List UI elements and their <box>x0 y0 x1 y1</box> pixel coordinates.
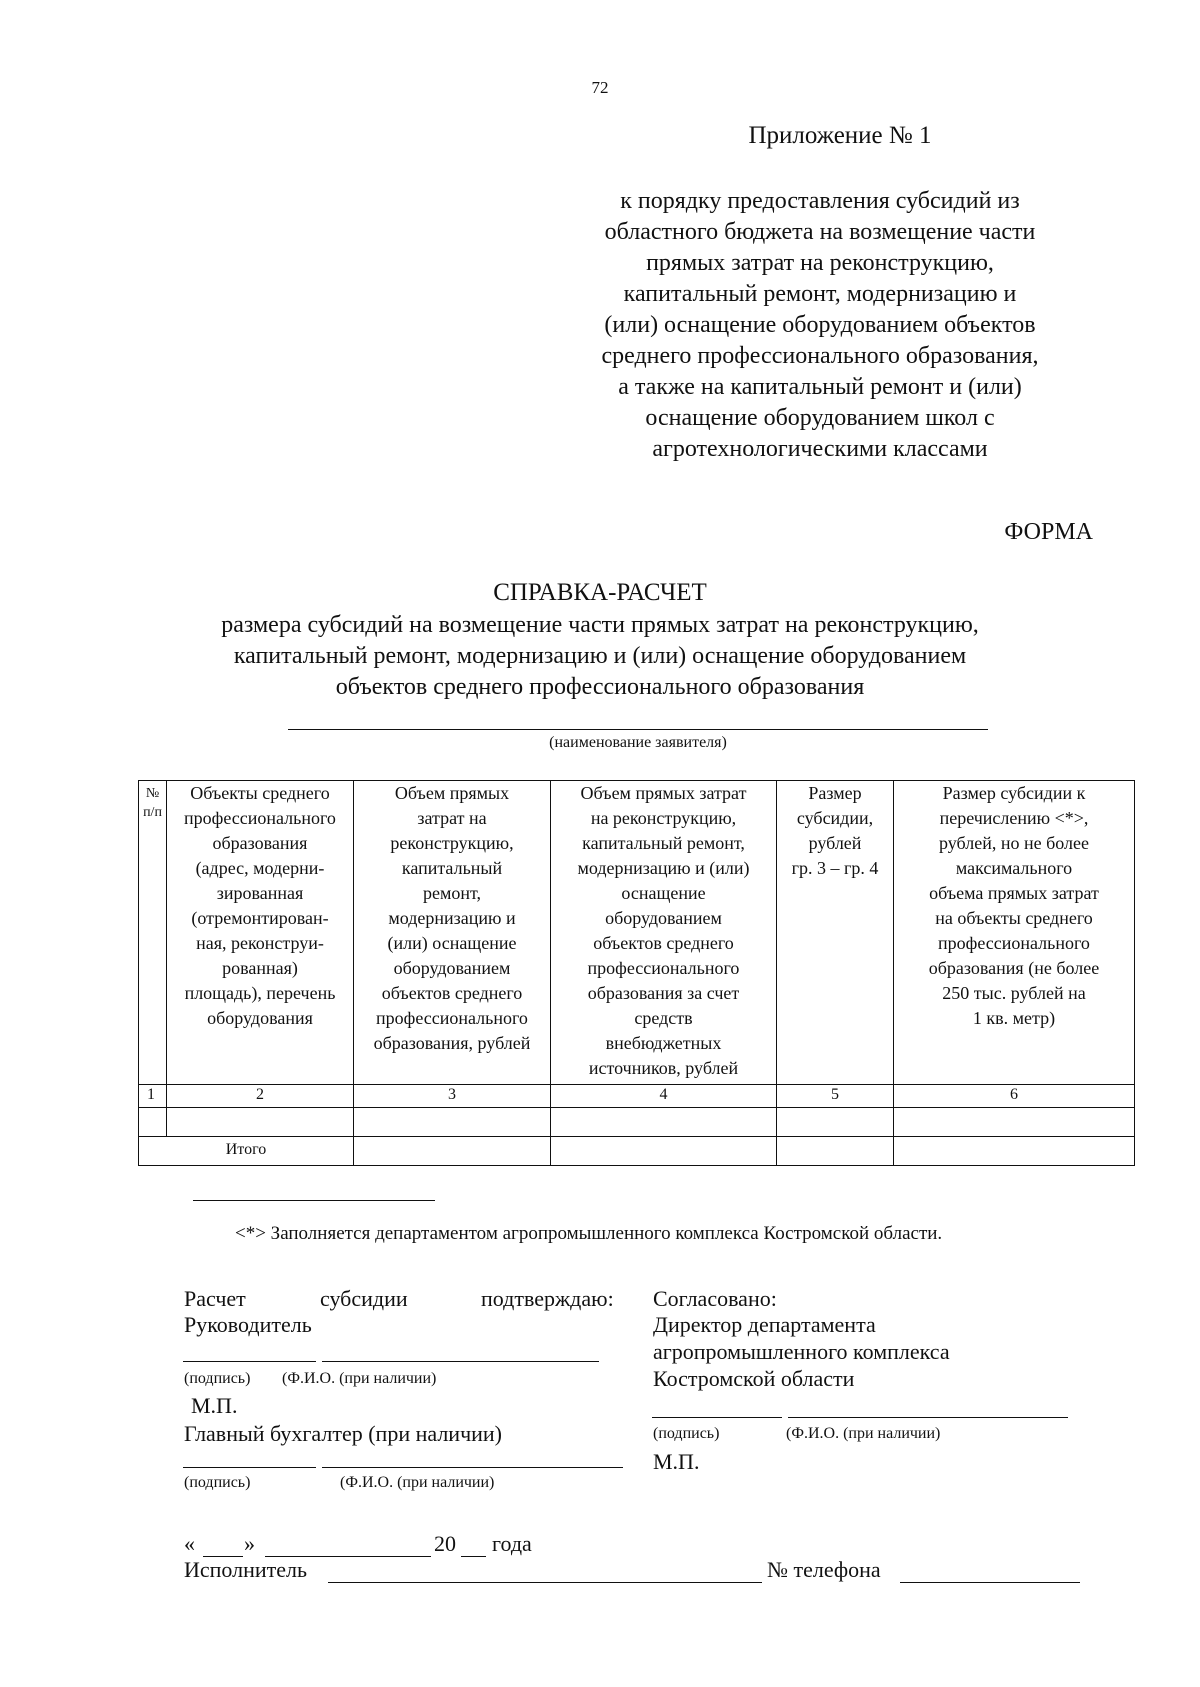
total-cell[interactable] <box>894 1137 1135 1166</box>
header-text-line: Размер субсидии к <box>942 783 1086 803</box>
header-text-line: оборудованием <box>393 958 511 978</box>
director-title-line: Костромской области <box>653 1366 855 1391</box>
head-label: Руководитель <box>184 1312 312 1337</box>
header-text-line: источников, рублей <box>588 1058 739 1078</box>
accountant-label: Главный бухгалтер (при наличии) <box>184 1421 503 1446</box>
head-signature-line[interactable] <box>183 1361 316 1362</box>
appendix-description-line: прямых затрат на реконструкцию, <box>646 250 994 276</box>
footnote-divider <box>193 1200 435 1201</box>
director-title-line: агропромышленного комплекса <box>653 1339 950 1364</box>
header-text-line: капитальный ремонт, <box>582 833 745 853</box>
header-text-line: образования, рублей <box>373 1033 531 1053</box>
header-cell-objects <box>167 781 354 1085</box>
header-cell-direct-costs <box>354 781 551 1085</box>
header-text-line: перечислению <*>, <box>939 808 1089 828</box>
date-year-prefix: 20 <box>434 1531 456 1556</box>
director-stamp-label: М.П. <box>653 1449 700 1474</box>
table-cell[interactable] <box>894 1108 1135 1137</box>
header-text-line: образования (не более <box>928 958 1100 978</box>
appendix-description-line: а также на капитальный ремонт и (или) <box>618 374 1022 400</box>
date-year-suffix: года <box>492 1531 532 1556</box>
header-text-line: средств <box>634 1008 693 1028</box>
table-cell[interactable] <box>551 1108 777 1137</box>
head-fio-caption: (Ф.И.О. (при наличии) <box>282 1370 437 1387</box>
header-cell-subsidy-size <box>777 781 894 1085</box>
table-cell[interactable] <box>139 1108 167 1137</box>
header-text-line: (или) оснащение <box>387 933 517 953</box>
header-text-line: Объем прямых затрат <box>580 783 747 803</box>
appendix-description-line: областного бюджета на возмещение части <box>604 219 1036 245</box>
accountant-fio-line[interactable] <box>322 1467 623 1468</box>
header-text-line: Объем прямых <box>394 783 510 803</box>
header-text-line: профессионального <box>376 1008 528 1028</box>
table-cell[interactable] <box>354 1108 551 1137</box>
executor-label: Исполнитель <box>184 1557 308 1582</box>
column-number-cell: 3 <box>354 1085 551 1108</box>
header-text-line: зированная <box>216 883 304 903</box>
director-fio-caption: (Ф.И.О. (при наличии) <box>786 1425 941 1442</box>
header-text-line: затрат на <box>417 808 487 828</box>
header-text-line: оборудования <box>207 1008 313 1028</box>
header-text-line: образования <box>212 833 308 853</box>
form-label: ФОРМА <box>1004 519 1093 545</box>
confirm-word: подтверждаю: <box>481 1286 614 1311</box>
calculation-table <box>138 780 1135 1166</box>
header-text-line: объектов среднего <box>593 933 734 953</box>
header-text-line: внебюджетных <box>605 1033 722 1053</box>
header-text-line: субсидии, <box>796 808 874 828</box>
confirm-word: Расчет <box>184 1286 246 1311</box>
header-text-line: оборудованием <box>605 908 722 928</box>
appendix-description-line: к порядку предоставления субсидий из <box>620 188 1020 214</box>
header-text-line: ремонт, <box>422 883 482 903</box>
header-text-line: на объекты среднего <box>935 908 1093 928</box>
header-text-line: рублей <box>808 833 862 853</box>
column-number-row <box>139 1085 1135 1108</box>
stamp-label: М.П. <box>191 1393 238 1418</box>
header-text-line: максимального <box>955 858 1073 878</box>
header-text-line: рублей, но не более <box>939 833 1089 853</box>
header-text-line: объектов среднего <box>381 983 523 1003</box>
header-text-line: образования за счет <box>587 983 740 1003</box>
confirm-word: субсидии <box>320 1286 408 1311</box>
appendix-description-line: (или) оснащение оборудованием объектов <box>604 312 1036 338</box>
appendix-description-line: агротехнологическими классами <box>652 436 988 462</box>
appendix-description-line: капитальный ремонт, модернизацию и <box>623 281 1017 307</box>
header-cell-number <box>139 781 167 1085</box>
phone-line[interactable] <box>900 1582 1080 1583</box>
head-fio-line[interactable] <box>322 1361 599 1362</box>
phone-label: № телефона <box>767 1557 881 1582</box>
total-cell[interactable] <box>551 1137 777 1166</box>
appendix-description <box>540 186 1100 465</box>
total-label: Итого <box>139 1137 354 1166</box>
header-text-line: на реконструкцию, <box>590 808 737 828</box>
date-year-line[interactable] <box>461 1556 486 1557</box>
date-open-quote: « <box>184 1531 195 1556</box>
document-subtitle-line: размера субсидий на возмещение части прямых затрат на реконструкцию, <box>221 612 979 638</box>
table-row <box>139 1108 1135 1137</box>
agreed-label: Согласовано: <box>653 1286 777 1311</box>
page-number: 72 <box>591 78 609 97</box>
header-text-line: профессионального <box>938 933 1090 953</box>
appendix-title: Приложение № 1 <box>748 122 932 149</box>
director-title-line: Директор департамента <box>653 1312 876 1337</box>
header-cell-subsidy-transfer <box>894 781 1135 1085</box>
table-header-row <box>139 781 1135 1085</box>
applicant-name-line[interactable] <box>288 729 988 730</box>
appendix-description-line: среднего профессионального образования, <box>601 343 1039 369</box>
appendix-description-line: оснащение оборудованием школ с <box>645 405 995 431</box>
director-signature-caption: (подпись) <box>653 1425 720 1442</box>
header-text-line: 1 кв. метр) <box>972 1008 1056 1028</box>
header-text-line: модернизацию и <box>388 908 516 928</box>
header-text-line: профессионального <box>587 958 740 978</box>
header-text-line: Размер <box>808 783 862 803</box>
table-cell[interactable] <box>167 1108 354 1137</box>
header-text-line: рованная) <box>222 958 298 978</box>
header-text-line: площадь), перечень <box>184 983 336 1003</box>
footnote: <*> Заполняется департаментом агропромышленного комплекса Костромской области. <box>235 1223 943 1244</box>
director-signature-line[interactable] <box>652 1417 782 1418</box>
header-text-line: (адрес, модерни- <box>195 858 325 878</box>
header-text-line: модернизацию и (или) <box>577 858 750 878</box>
total-row <box>139 1137 1135 1166</box>
column-number-cell: 6 <box>894 1085 1135 1108</box>
header-text-line: объема прямых затрат <box>929 883 1099 903</box>
executor-line[interactable] <box>328 1582 762 1583</box>
header-text-line: капитальный <box>401 858 503 878</box>
head-signature-caption: (подпись) <box>184 1370 251 1387</box>
header-text-line: гр. 3 – гр. 4 <box>791 858 879 878</box>
document-subtitle-line: объектов среднего профессионального образования <box>335 674 865 700</box>
date-close-quote: » <box>244 1531 255 1556</box>
document-title: СПРАВКА-РАСЧЕТ <box>493 579 707 606</box>
accountant-fio-caption: (Ф.И.О. (при наличии) <box>340 1474 495 1491</box>
header-text-line: реконструкцию, <box>390 833 514 853</box>
table-cell[interactable] <box>777 1108 894 1137</box>
column-number-cell: 4 <box>551 1085 777 1108</box>
header-text-line: оснащение <box>621 883 706 903</box>
director-fio-line[interactable] <box>788 1417 1068 1418</box>
total-cell[interactable] <box>777 1137 894 1166</box>
header-cell-extrabudgetary-costs <box>551 781 777 1085</box>
header-text-line: Объекты среднего <box>190 783 330 803</box>
accountant-signature-line[interactable] <box>183 1467 316 1468</box>
applicant-caption: (наименование заявителя) <box>549 734 727 751</box>
header-text-line: ная, реконструи- <box>196 933 324 953</box>
document-subtitle <box>100 610 1100 703</box>
accountant-signature-caption: (подпись) <box>184 1474 251 1491</box>
document-subtitle-line: капитальный ремонт, модернизацию и (или) оснащение оборудованием <box>233 643 967 669</box>
header-text-line: п/п <box>143 805 162 820</box>
total-cell[interactable] <box>354 1137 551 1166</box>
header-text-line: профессионального <box>184 808 336 828</box>
column-number-cell: 2 <box>167 1085 354 1108</box>
column-number-cell: 1 <box>139 1085 167 1108</box>
header-text-line: № <box>145 786 160 801</box>
header-text-line: 250 тыс. рублей на <box>942 983 1086 1003</box>
column-number-cell: 5 <box>777 1085 894 1108</box>
header-text-line: (отремонтирован- <box>191 908 329 928</box>
